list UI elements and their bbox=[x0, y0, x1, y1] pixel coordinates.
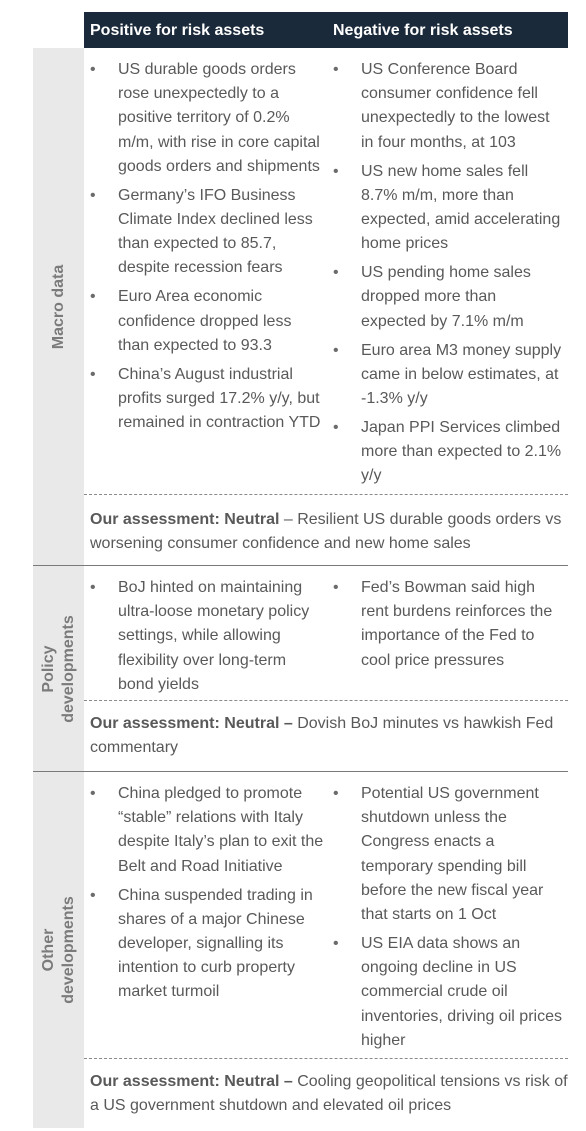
negative-list bbox=[333, 576, 563, 673]
assessment-label: Our assessment: Neutral – bbox=[90, 715, 293, 732]
bullet-icon: • bbox=[333, 579, 339, 596]
assessment-divider bbox=[84, 494, 568, 495]
assessment-text: Cooling geopolitical tensions vs risk of a US government shutdown and elevated oil prices bbox=[90, 1073, 568, 1115]
section-macro-data bbox=[33, 48, 568, 566]
section-content bbox=[84, 48, 568, 565]
positive-column bbox=[90, 58, 326, 440]
bullet-icon: • bbox=[333, 341, 339, 359]
bullet-icon: • bbox=[333, 162, 339, 180]
bullet-icon: • bbox=[90, 288, 96, 306]
positive-list bbox=[90, 576, 326, 697]
bullet-icon: • bbox=[333, 264, 339, 282]
positive-list bbox=[90, 782, 326, 1005]
section-content bbox=[84, 566, 568, 771]
assessment bbox=[90, 1070, 568, 1118]
bullet-icon: • bbox=[333, 419, 339, 437]
list-item: • US durable goods orders rose unexpectedly to a positive territory of 0.2% m/m, with rise in core capital goods orders and shipments bbox=[90, 58, 326, 179]
negative-column bbox=[333, 782, 563, 1058]
bullet-icon: • bbox=[90, 785, 96, 802]
list-item: • China’s August industrial profits surged 17.2% y/y, but remained in contraction YTD bbox=[90, 363, 326, 436]
list-item: • US pending home sales dropped more than expected by 7.1% m/m bbox=[333, 261, 563, 334]
negative-list bbox=[333, 58, 563, 489]
bullet-icon: • bbox=[90, 886, 96, 904]
bullet-icon: • bbox=[90, 365, 96, 383]
list-item: • China suspended trading in shares of a major Chinese developer, signalling its intention to curb property market turmoil bbox=[90, 884, 326, 1005]
bullet-icon: • bbox=[90, 579, 96, 596]
assessment bbox=[90, 712, 568, 760]
list-item: • China pledged to promote “stable” relations with Italy despite Italy’s plan to exit the Belt and Road Initiative bbox=[90, 782, 326, 879]
section-content bbox=[84, 772, 568, 1128]
list-item: • Japan PPI Services climbed more than expected to 2.1% y/y bbox=[333, 416, 563, 489]
bullet-icon: • bbox=[333, 785, 339, 802]
list-item: • US new home sales fell 8.7% m/m, more than expected, amid accelerating home prices bbox=[333, 160, 563, 257]
list-item: • BoJ hinted on maintaining ultra-loose monetary policy settings, while allowing flexibility over long-term bond yields bbox=[90, 576, 326, 697]
bullet-icon: • bbox=[333, 61, 339, 78]
section-label: Macro data bbox=[49, 264, 67, 349]
negative-column bbox=[333, 576, 563, 678]
list-item: • Fed’s Bowman said high rent burdens reinforces the importance of the Fed to cool price pressures bbox=[333, 576, 563, 673]
section-policy-developments bbox=[33, 566, 568, 772]
positive-list bbox=[90, 58, 326, 435]
assessment-divider bbox=[84, 1058, 568, 1059]
assessment-text: Dovish BoJ minutes vs hawkish Fed commentary bbox=[90, 715, 554, 757]
negative-column-header: Negative for risk assets bbox=[333, 22, 513, 39]
assessment-text: – Resilient US durable goods orders vs worsening consumer confidence and new home sales bbox=[90, 511, 562, 553]
list-item: • US EIA data shows an ongoing decline in US commercial crude oil inventories, driving oil prices higher bbox=[333, 932, 563, 1053]
assessment-label: Our assessment: Neutral – bbox=[90, 1073, 293, 1090]
assessment bbox=[90, 508, 568, 556]
table-header bbox=[84, 12, 568, 48]
bullet-icon: • bbox=[90, 186, 96, 204]
bullet-icon: • bbox=[333, 935, 339, 953]
list-item: • Germany’s IFO Business Climate Index declined less than expected to 85.7, despite recession fears bbox=[90, 184, 326, 281]
bullet-icon: • bbox=[90, 61, 96, 78]
assessment-label: Our assessment: Neutral bbox=[90, 511, 280, 528]
list-item: • Potential US government shutdown unless the Congress enacts a temporary spending bill before the new fiscal year that starts on 1 Oct bbox=[333, 782, 563, 927]
section-label-cell bbox=[33, 566, 84, 771]
list-item: • US Conference Board consumer confidence fell unexpectedly to the lowest in four months, at 103 bbox=[333, 58, 563, 155]
positive-column bbox=[90, 576, 326, 702]
section-label-cell bbox=[33, 48, 84, 565]
positive-column bbox=[90, 782, 326, 1009]
section-other-developments bbox=[33, 772, 568, 1128]
negative-list bbox=[333, 782, 563, 1053]
section-label: Other developments bbox=[39, 896, 77, 1004]
section-label: Policy developments bbox=[39, 614, 77, 723]
list-item: • Euro area M3 money supply came in below estimates, at -1.3% y/y bbox=[333, 339, 563, 412]
assessment-divider bbox=[84, 700, 568, 701]
list-item: • Euro Area economic confidence dropped less than expected to 93.3 bbox=[90, 285, 326, 358]
section-label-cell bbox=[33, 772, 84, 1128]
positive-column-header: Positive for risk assets bbox=[90, 22, 265, 39]
negative-column bbox=[333, 58, 563, 493]
